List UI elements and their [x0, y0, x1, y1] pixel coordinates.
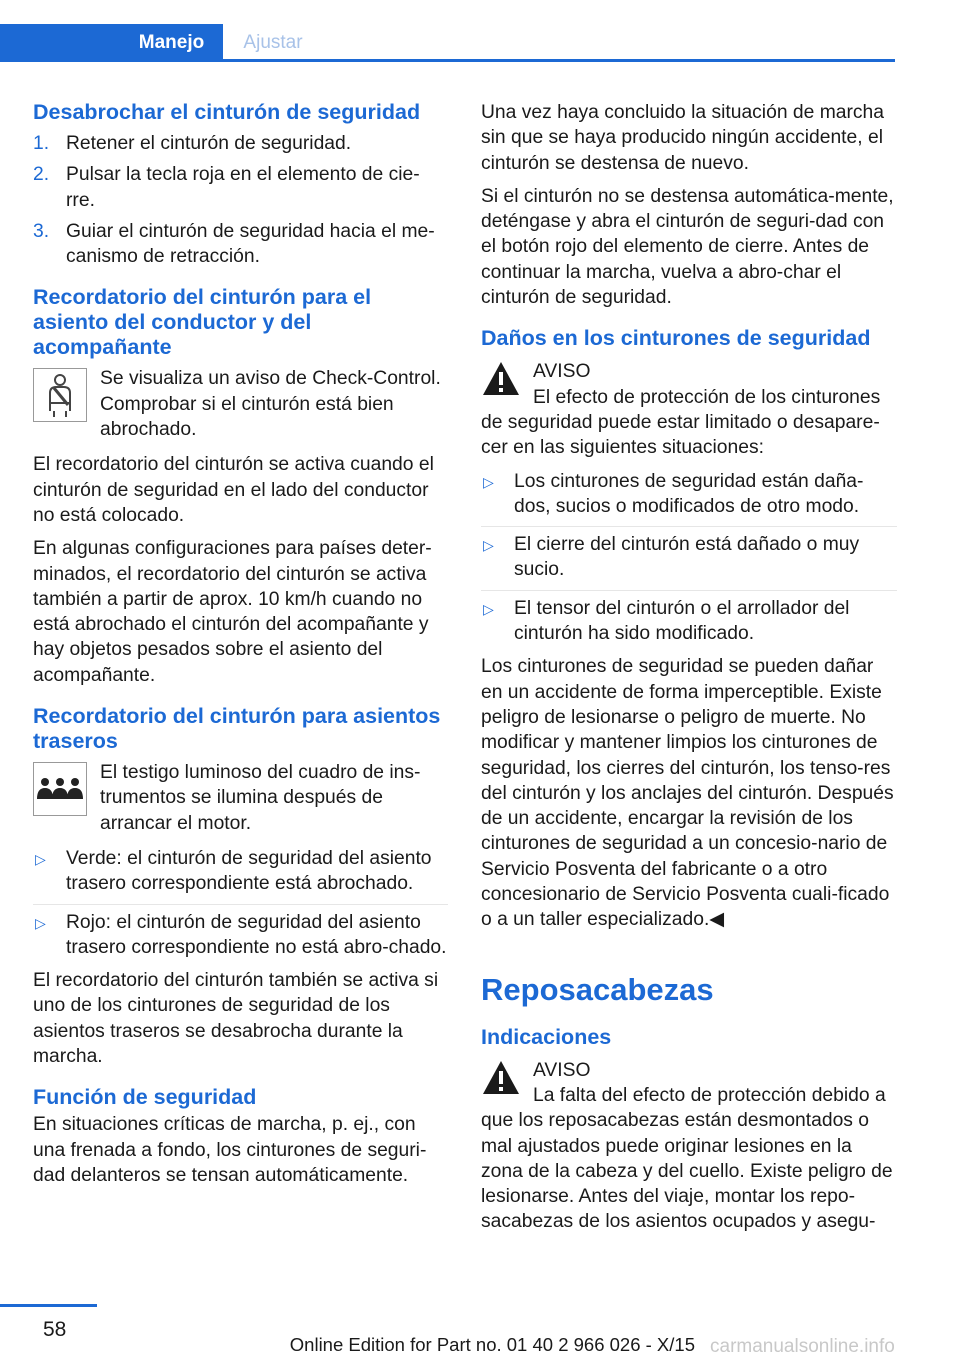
paragraph: Si el cinturón no se destensa automática-mente, deténgase y abra el cinturón de seguri-dad con el botón rojo del elemento de cierre. Antes de continuar la marcha, vuelva a abro-char el cinturón de seguridad.	[481, 185, 894, 309]
section-title-recordatorio-trasero: Recordatorio del cinturón para asientos traseros	[33, 704, 441, 754]
tab-spacer	[0, 24, 120, 59]
section-title-desabrochar: Desabrochar el cinturón de seguridad	[33, 100, 421, 124]
list-item	[481, 526, 897, 583]
step-text: Pulsar la tecla roja en el elemento de cie-rre.	[66, 164, 420, 211]
triangle-bullet-icon: ▷	[35, 850, 46, 867]
section-title-indicaciones: Indicaciones	[481, 1024, 612, 1049]
rear-seat-occupants-icon	[33, 762, 87, 816]
steps-list	[33, 131, 448, 269]
paragraph: En algunas configuraciones para países deter-minados, el recordatorio del cinturón se activa también a partir de aprox. 10 km/h cuando no está abrochado el cinturón del acompañante y hay objetos pesados sobre el asiento del acompañante.	[33, 538, 432, 686]
warning-block	[481, 359, 897, 460]
edition-note: Online Edition for Part no. 01 40 2 966 026 - X/15	[289, 1334, 695, 1355]
triangle-bullet-icon: ▷	[483, 537, 494, 554]
step-item	[33, 219, 448, 270]
page-footer	[0, 1304, 960, 1362]
triangle-bullet-icon: ▷	[483, 473, 494, 490]
step-number: 3.	[33, 220, 50, 242]
warning-text: La falta del efecto de protección debido a que los reposacabezas están desmontados o mal ajustados puede originar lesiones en la zona de la cabeza y del cuello. Existe peligro de lesionarse. Antes del viaje, montar los repo-sacabezas de los asientos ocupados y asegu-	[481, 1084, 893, 1233]
chapter-title-reposacabezas: Reposacabezas	[481, 971, 714, 1007]
warning-triangle-icon	[481, 359, 521, 399]
list-item-text: El tensor del cinturón o el arrollador del cinturón ha sido modificado.	[514, 597, 850, 645]
step-text: Guiar el cinturón de seguridad hacia el me-canismo de retracción.	[66, 220, 435, 268]
page-number: 58	[43, 1318, 67, 1341]
right-column	[481, 100, 897, 1241]
damage-list	[481, 469, 897, 647]
triangle-bullet-icon: ▷	[483, 600, 494, 617]
list-item	[33, 846, 448, 897]
seatbelt-indicator-text: Se visualiza un aviso de Check-Control. Comprobar si el cinturón está bien abrochado.	[100, 368, 441, 441]
warning-triangle-icon	[481, 1058, 521, 1098]
list-item	[481, 469, 897, 520]
seatbelt-icon	[33, 368, 87, 422]
list-item-text: El cierre del cinturón está dañado o muy sucio.	[514, 534, 860, 581]
triangle-bullet-icon: ▷	[35, 914, 46, 931]
warning-text: El efecto de protección de los cinturones de seguridad puede estar limitado o desapare-cer en las siguientes situaciones:	[481, 386, 881, 459]
list-item-text: Rojo: el cinturón de seguridad del asiento trasero correspondiente no está abro-chado.	[66, 911, 447, 958]
header-rule	[0, 59, 895, 62]
seatbelt-indicator-row	[33, 366, 448, 442]
step-item	[33, 162, 448, 213]
step-number: 1.	[33, 133, 50, 154]
warning-block	[481, 1058, 897, 1235]
list-item-text: Verde: el cinturón de seguridad del asiento trasero correspondiente está abrochado.	[66, 847, 432, 895]
paragraph: El recordatorio del cinturón también se activa si uno de los cinturones de seguridad de los asientos traseros se desabrocha durante la marcha.	[33, 970, 439, 1068]
step-text: Retener el cinturón de seguridad.	[66, 133, 352, 154]
warning-label: AVISO	[533, 1059, 591, 1081]
section-title-recordatorio-delantero: Recordatorio del cinturón para el asiento del conductor y del acompañante	[33, 285, 372, 360]
paragraph: Los cinturones de seguridad se pueden dañar en un accidente de forma imperceptible. Existe peligro de lesionarse o peligro de muerte. No modificar y mantener limpios los cinturones de seguridad, los cierres del cinturón, los tenso-res del cinturón y los anclajes del cinturón. Después de un accidente, encargar la revisión de los cinturones de seguridad a un concesio-nario de Servicio Posventa del fabricante o a otro concesionario de Servicio Posventa cuali-ficado o a un taller especializado.◀	[481, 656, 894, 931]
step-item	[33, 131, 448, 156]
rear-indicator-row	[33, 760, 448, 836]
rear-indicator-text: El testigo luminoso del cuadro de ins-trumentos se ilumina después de arrancar el motor.	[100, 762, 421, 834]
section-title-funcion-seguridad: Función de seguridad	[33, 1085, 257, 1110]
section-title-danos: Daños en los cinturones de seguridad	[481, 326, 871, 351]
watermark: carmanualsonline.info	[710, 1336, 895, 1357]
paragraph: Una vez haya concluido la situación de marcha sin que se haya producido ningún accidente, el cinturón se destensa de nuevo.	[481, 102, 884, 174]
header-tabs	[0, 24, 895, 62]
list-item-text: Los cinturones de seguridad están daña-dos, sucios o modificados de otro modo.	[514, 470, 864, 517]
paragraph: El recordatorio del cinturón se activa cuando el cinturón de seguridad en el lado del conductor no está colocado.	[33, 454, 434, 526]
step-number: 2.	[33, 164, 50, 186]
tab-manejo[interactable]: Manejo	[120, 24, 223, 59]
rear-status-list	[33, 846, 448, 960]
paragraph: En situaciones críticas de marcha, p. ej., con una frenada a fondo, los cinturones de seguri-dad delanteros se tensan automáticamente.	[33, 1114, 427, 1186]
left-column	[33, 100, 448, 1196]
list-item	[481, 590, 897, 647]
list-item	[33, 904, 448, 961]
warning-label: AVISO	[533, 361, 591, 383]
footer-rule	[0, 1304, 97, 1307]
tab-ajustar[interactable]: Ajustar	[243, 32, 303, 53]
